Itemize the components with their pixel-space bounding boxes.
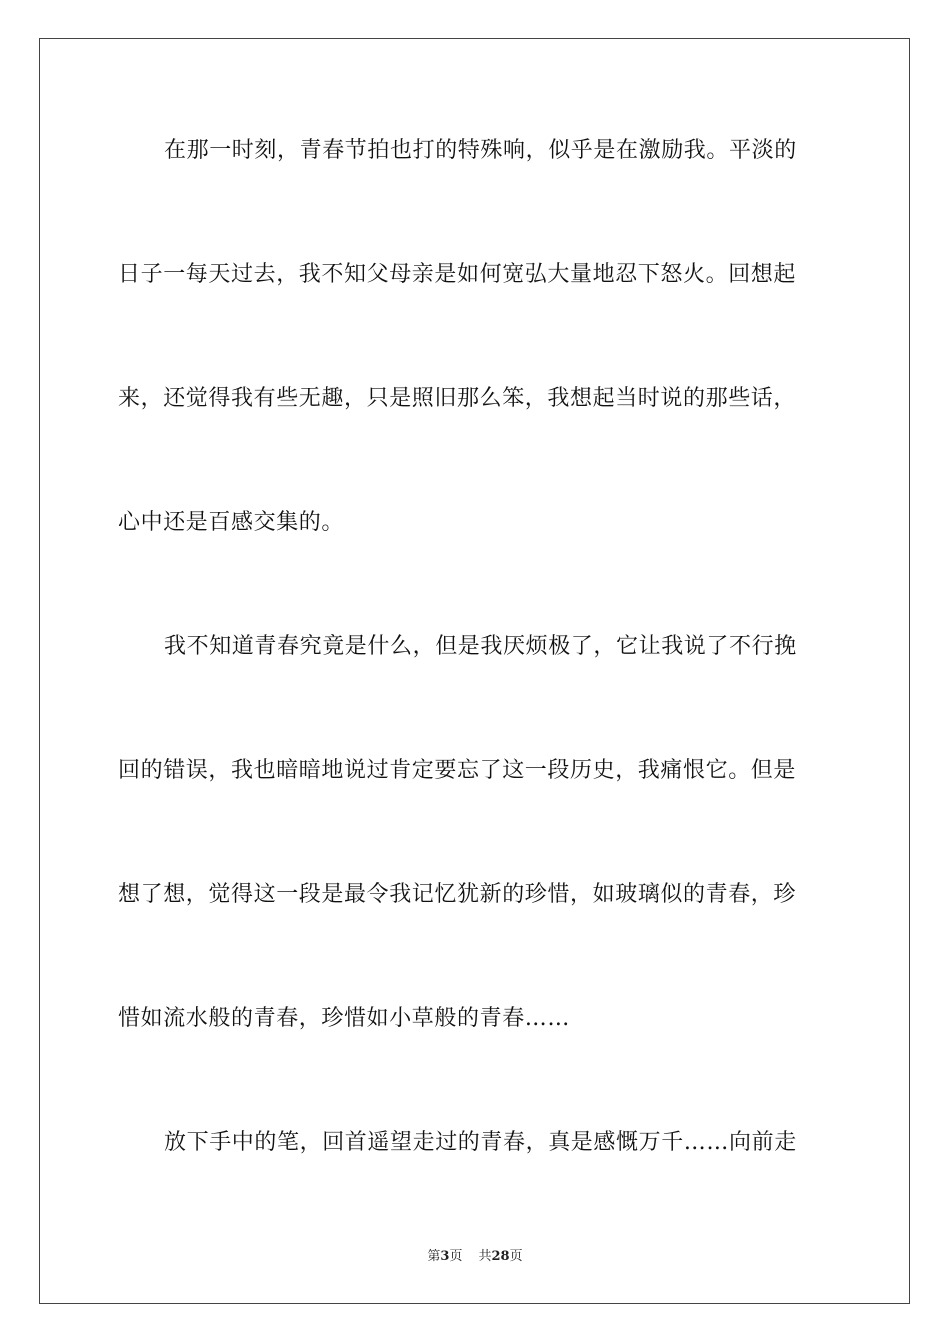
page-number: 3 [440,1249,450,1264]
paragraph-2-line-2: 回的错误，我也暗暗地说过肯定要忘了这一段历史，我痛恨它。但是 [118,758,797,783]
total-prefix: 共 [478,1249,492,1264]
paragraph-1-line-1: 在那一时刻，青春节拍也打的特殊响，似乎是在激励我。平淡的 [164,138,797,163]
paragraph-1-line-4: 心中还是百感交集的。 [118,510,345,535]
paragraph-1-line-2: 日子一每天过去，我不知父母亲是如何宽弘大量地忍下怒火。回想起 [118,262,797,287]
paragraph-3-line-1: 放下手中的笔，回首遥望走过的青春，真是感慨万千……向前走 [164,1130,797,1155]
page-border [39,38,910,1304]
paragraph-2-line-4: 惜如流水般的青春，珍惜如小草般的青春…… [118,1006,571,1031]
page-prefix: 第 [427,1249,441,1264]
total-pages: 28 [491,1249,510,1264]
total-suffix: 页 [509,1249,523,1264]
paragraph-2-line-1: 我不知道青春究竟是什么，但是我厌烦极了，它让我说了不行挽 [164,634,797,659]
paragraph-2-line-3: 想了想，觉得这一段是最令我记忆犹新的珍惜，如玻璃似的青春，珍 [118,882,797,907]
paragraph-1-line-3: 来，还觉得我有些无趣，只是照旧那么笨，我想起当时说的那些话， [118,386,797,411]
page-footer [0,1248,950,1266]
page-suffix: 页 [449,1249,463,1264]
